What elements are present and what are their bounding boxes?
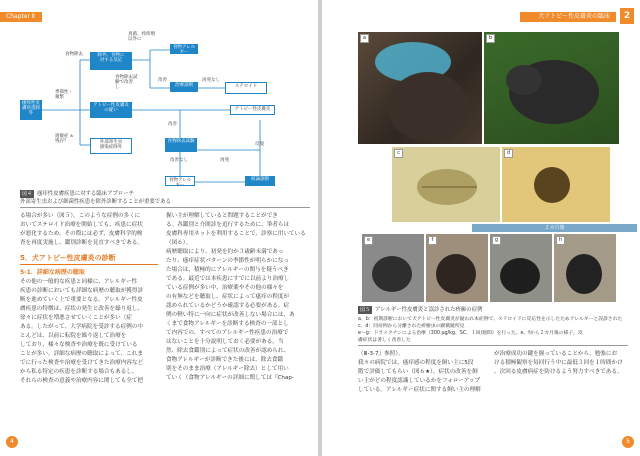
caption-line: 膚症状は著しく改善した (358, 338, 411, 343)
text-line: でに行った検査や治療を受けてきた治療内容など (20, 360, 144, 366)
figure4-caption (20, 190, 310, 198)
text-line: 疾患の診断においても詳細な病歴の聴取が獲得診 (20, 288, 144, 294)
photo-h-label: h (556, 236, 565, 245)
text-line: る。各鑑別と介間診を追行するために、筆者らは (166, 222, 290, 228)
food-reaction-box: 除外、食物に 対する反応 (90, 52, 132, 70)
photo-d-label: d (504, 149, 513, 158)
text-line: 階で評価してもらい（図６★）、症状の改善を飼 (358, 369, 478, 375)
recur-label: 再発なし (202, 78, 220, 83)
figure4-tag: 図４ (22, 191, 33, 197)
food-elimination-label: 食物除去 (65, 52, 83, 57)
left-col1-top (20, 212, 158, 248)
text-line: 然、除去食鑑別によって症状の改善が認められ、 (166, 348, 290, 354)
figure5-caption-lines (358, 316, 628, 344)
egg-image (502, 147, 610, 222)
text-line: ている症例が多い中、治療薬やその他の様々を (166, 285, 284, 291)
photo-b (484, 32, 619, 144)
text-line: ける積極観察を毎回行う中に最低３回を１時間かけ (494, 360, 623, 366)
atopic-derm-box: アトピー性皮膚炎 (230, 105, 275, 115)
dog-body-image (484, 32, 619, 144)
text-line: おいてステロイド治療を開始しても、疾患に症状 (20, 222, 143, 228)
photo-h (554, 234, 616, 302)
photo-g (490, 234, 552, 302)
text-line: 断を進めていく上で重要となる。アレルギー性皮 (20, 297, 143, 303)
text-line: 食物アレルギーが診断できた後には、除去食鑑 (166, 357, 284, 363)
text-line: （Ⅲ-3-7』参照）。 (358, 351, 404, 357)
section-title: 5．犬アトピー性皮膚炎の診断 (20, 254, 116, 262)
text-line: る場合が多い（図５）。このような症例の多くに (20, 213, 141, 219)
text-line: とんどは、以前に転院を繰り返して治療を (20, 333, 127, 339)
text-line: い主がどの程度認識しているかをフォローアップ (358, 378, 481, 384)
left-page (0, 0, 318, 456)
chapter-header: Chapter Ⅱ 臨床編 (0, 12, 42, 22)
fungal-label: 真菌、痒疹増 以外に (128, 32, 155, 42)
text-line: 病歴聴取により、初発を約か３歳齢未満であっ (166, 249, 284, 255)
photo-f (426, 234, 488, 302)
photo-b-label: b (486, 34, 495, 43)
left-col1-body (20, 278, 158, 386)
figure4-title: 瘙痒性皮膚疾患に対する臨床アプローチ (37, 191, 135, 197)
photo-d (502, 147, 610, 222)
photo-e-label: e (364, 236, 373, 245)
text-line: はないことを十分説明しておく必要がある。当 (166, 339, 284, 345)
text-line: ていく（食物アレルギーの詳細に関しては『Chap- (166, 375, 294, 381)
suspect-atopic-box: アトピー性皮膚炎 の疑い (90, 102, 132, 118)
text-line: それらの検査の意義や治療内容に関しても全て把 (20, 378, 144, 384)
special-trial-box: 食物除去試験 (165, 138, 197, 152)
text-line: 、次回る皮膚病症を防けるよう努力すべきである。 (494, 369, 623, 375)
figure-divider (20, 207, 310, 208)
improve-no-label: 改善なし (170, 158, 188, 163)
text-line: 例の軽い特に一向に症状が改善しない場合には、あ (166, 312, 295, 318)
seasonal-label: 季節性・ 頻繁 (55, 90, 73, 100)
figure5-tag: 図５ (360, 307, 371, 313)
right-col1-body (358, 350, 486, 395)
steroid-box: ステロイド (225, 82, 267, 94)
text-line: の有無などを聴取し、症状によって瘙痒の程度が (166, 294, 290, 300)
cure-diagnosis-box: 治療診断 (170, 82, 198, 92)
text-line: たり、瘙痒症状パターンの季節性が明らかになっ (166, 258, 289, 264)
text-line: （図６）。 (166, 240, 192, 246)
repeat-label: 反復 (255, 142, 264, 147)
pruritus-box: 瘙痒性皮 膚疾患除外 (20, 100, 42, 120)
caption-line: a、b：初期診断において犬アトピー性皮膚炎が疑われ本症例で、ステロイドに反応性を示したためアレルギーと誤診された (358, 317, 623, 322)
right-page-number-top: 2 (620, 8, 634, 24)
photo-e (362, 234, 424, 302)
improve2-label: 改善 (168, 122, 177, 127)
right-page-number: 5 (622, 436, 634, 448)
figure4-note: 外部寄生虫および細菌性疾患を除外診断することが重要である (20, 199, 171, 205)
photo-f-label: f (428, 236, 437, 245)
photo-c-label: c (394, 149, 403, 158)
text-line: 膚疾患の特徴は、症状の発生と改善を繰り返し、 (20, 306, 144, 312)
improve-label: 改善 (158, 78, 167, 83)
photo-g-label: g (492, 236, 501, 245)
text-line: 徐々に症状を増悪させていくことが多い（症 (20, 315, 132, 321)
text-line: その他の一般的な疾患と同様に、アレルギー性 (20, 279, 138, 285)
text-line: 認められているかどうか確認する必要がある。症 (166, 303, 290, 309)
section-underline (20, 264, 158, 265)
mite-image (392, 147, 500, 222)
text-line: 皮膚科専用ネットを利用することで、診察に用いている (166, 231, 306, 237)
figure5-caption (358, 306, 628, 314)
caption-line: c、d：同症例から分離された疥癬虫の顕微鏡所見 (358, 324, 465, 329)
photo-a-label: a (360, 34, 369, 43)
text-line: しており、様々な検査や治療を既に受けている (20, 342, 138, 348)
text-line: て内容での、すべてのアレルギー性疾患の治療で (166, 330, 289, 336)
text-line: くまで食物アレルギーを診断する検査の一部とし (166, 321, 289, 327)
itch-sample-label: 過敏症 ± 残存？ (55, 134, 74, 144)
right-page (322, 0, 640, 456)
improvement-label: 食物除去試 験で改善 し (115, 75, 138, 90)
text-line: 握い主が理解していると問題することができ (166, 213, 278, 219)
text-line: 我々の病院では、瘙痒感の程度を飼い主に5段 (358, 360, 474, 366)
food-allergy-bottom-box: 食物アレルギー (165, 176, 195, 186)
text-line: ことが多い。詳細な病歴の聴取によって、これま (20, 351, 143, 357)
subsection-title: 5-1．詳細な病歴の聴取 (20, 269, 85, 276)
text-line: ある。したがって、大学病院を受診する症例の中 (20, 324, 143, 330)
period-bar: ２カ月後 (472, 224, 637, 232)
text-line: た場合は、積極的にアレルギーの関与を疑うべき (166, 267, 289, 273)
caption-line: e～g：ドラメクチンによる治療（300 μg/kg、SC、１回/週間）を行った。e、fから２カ月後の様子。皮 (358, 331, 583, 336)
recur2-label: 再発 (220, 158, 229, 163)
text-line: が悪化するため、その際には必ず、皮膚科学的検 (20, 231, 143, 237)
dog-collar-image (358, 32, 482, 144)
text-line: している。アレルギー症状に関する飼い主の理解 (358, 387, 481, 393)
flowchart-figure (20, 30, 310, 195)
caption-divider (358, 345, 628, 346)
figure5-title: アレルギー性皮膚炎と誤診された疥癬の症例 (375, 307, 483, 313)
right-header: 犬アトピー性皮膚炎の臨床 (520, 12, 616, 22)
text-line: である。最近では本疾患にすでに以前より治療し (166, 276, 290, 282)
other-exclude-box: 外部寄生虫 感染症除外 (90, 138, 132, 154)
photo-a (358, 32, 482, 144)
text-line: が治療成功の鍵を握っていることから、勉強にお (494, 351, 618, 357)
text-line: から私る特定の疾患を診断する場合もあるし、 (20, 369, 138, 375)
conclusion-diagnosis-box: 結論診断 (245, 176, 275, 186)
text-line: 査を再度実施し、鑑別診断を見直すべきである。 (20, 240, 143, 246)
photo-c (392, 147, 500, 222)
right-col2-body (494, 350, 628, 377)
left-page-number: 4 (6, 436, 18, 448)
left-col2-body (166, 212, 306, 383)
food-allergy-top-box: 食物アレルギー (170, 44, 198, 54)
text-line: 別をそのまま治療（アレルギー除去）として用い (166, 366, 289, 372)
